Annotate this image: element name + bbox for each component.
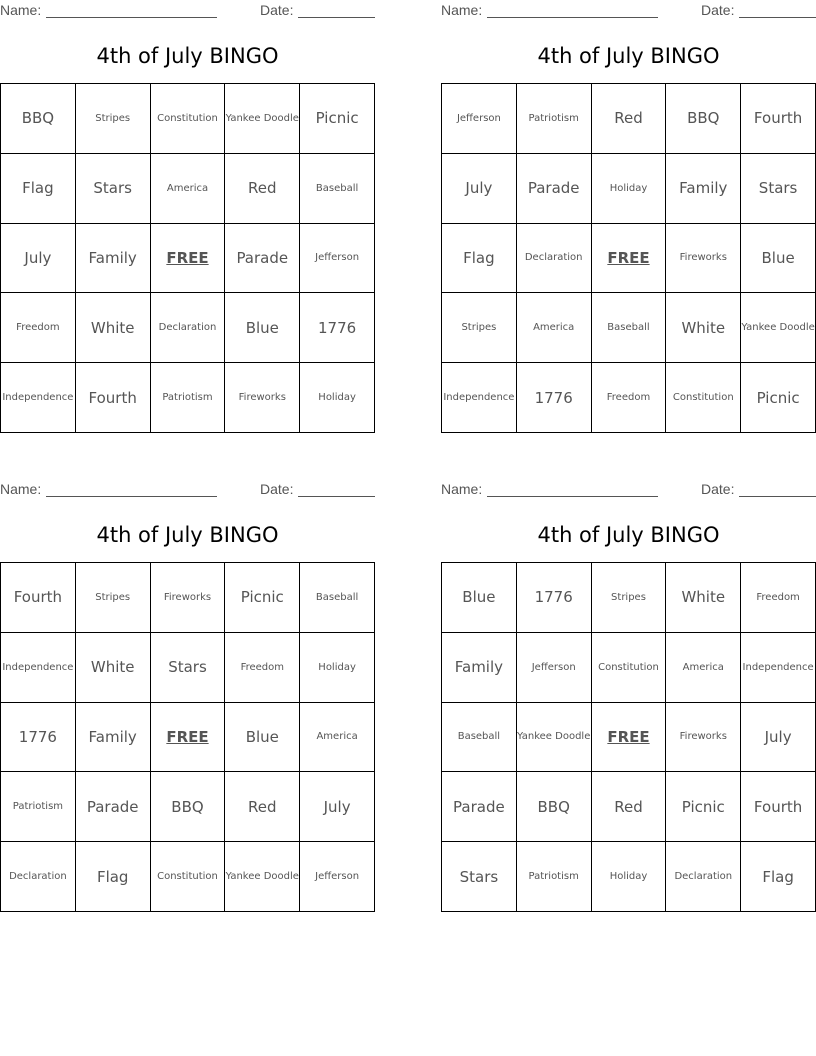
bingo-cell: Family	[76, 703, 151, 773]
bingo-cell: 1776	[1, 703, 76, 773]
bingo-cell: Fourth	[76, 363, 151, 433]
bingo-cell: Blue	[225, 703, 300, 773]
bingo-card-1	[0, 0, 375, 430]
bingo-cell: Baseball	[592, 293, 667, 363]
bingo-cell: Yankee Doodle	[225, 84, 300, 154]
bingo-cell: Declaration	[666, 842, 741, 912]
card-header	[441, 481, 816, 499]
name-field-line	[487, 496, 658, 497]
bingo-cell: Baseball	[300, 154, 375, 224]
bingo-cell: Yankee Doodle	[225, 842, 300, 912]
bingo-cell: Blue	[442, 563, 517, 633]
bingo-cell: Fourth	[1, 563, 76, 633]
bingo-cell: Freedom	[741, 563, 816, 633]
bingo-grid	[441, 562, 816, 912]
bingo-cell: Parade	[225, 224, 300, 294]
bingo-cell: 1776	[517, 363, 592, 433]
bingo-cell: Patriotism	[517, 84, 592, 154]
bingo-cell: Family	[76, 224, 151, 294]
bingo-cell: Fireworks	[225, 363, 300, 433]
card-header	[0, 2, 375, 20]
bingo-cell: Stars	[76, 154, 151, 224]
bingo-cell: Constitution	[592, 633, 667, 703]
free-space-cell: FREE	[592, 703, 667, 773]
bingo-cell: America	[151, 154, 226, 224]
bingo-cell: Parade	[76, 772, 151, 842]
bingo-cell: BBQ	[1, 84, 76, 154]
bingo-cell: White	[76, 293, 151, 363]
name-field-line	[487, 17, 658, 18]
bingo-cell: Picnic	[741, 363, 816, 433]
date-field-line	[739, 496, 816, 497]
free-space-cell: FREE	[151, 224, 226, 294]
bingo-cell: White	[666, 293, 741, 363]
bingo-cell: Stars	[151, 633, 226, 703]
bingo-cell: Picnic	[225, 563, 300, 633]
bingo-cell: Patriotism	[1, 772, 76, 842]
bingo-cell: Fireworks	[666, 703, 741, 773]
bingo-card-3	[0, 479, 375, 909]
bingo-cell: Freedom	[1, 293, 76, 363]
card-title: 4th of July BINGO	[96, 523, 279, 547]
bingo-cell: Freedom	[225, 633, 300, 703]
bingo-cell: Constitution	[151, 84, 226, 154]
bingo-cell: Red	[225, 772, 300, 842]
bingo-cell: Declaration	[517, 224, 592, 294]
bingo-cell: Holiday	[592, 154, 667, 224]
bingo-cell: Family	[442, 633, 517, 703]
free-space-cell: FREE	[151, 703, 226, 773]
bingo-cell: Baseball	[442, 703, 517, 773]
bingo-cell: Fireworks	[151, 563, 226, 633]
card-title: 4th of July BINGO	[537, 523, 720, 547]
bingo-cell: America	[666, 633, 741, 703]
bingo-cell: Patriotism	[151, 363, 226, 433]
date-label: Date:	[701, 481, 735, 497]
bingo-cell: Independence	[741, 633, 816, 703]
bingo-cell: America	[517, 293, 592, 363]
bingo-cell: Holiday	[300, 363, 375, 433]
bingo-cell: Flag	[1, 154, 76, 224]
bingo-cell: BBQ	[666, 84, 741, 154]
name-label: Name:	[441, 481, 483, 497]
name-label: Name:	[441, 2, 483, 18]
bingo-cell: Red	[225, 154, 300, 224]
bingo-cell: Red	[592, 772, 667, 842]
free-space-cell: FREE	[592, 224, 667, 294]
bingo-card-4	[441, 479, 816, 909]
bingo-cell: Freedom	[592, 363, 667, 433]
bingo-cell: July	[442, 154, 517, 224]
bingo-cell: BBQ	[517, 772, 592, 842]
bingo-cell: Fireworks	[666, 224, 741, 294]
card-title: 4th of July BINGO	[537, 44, 720, 68]
bingo-cell: Fourth	[741, 84, 816, 154]
bingo-cell: Declaration	[151, 293, 226, 363]
bingo-cell: Jefferson	[442, 84, 517, 154]
bingo-grid	[0, 562, 375, 912]
date-field-line	[298, 17, 375, 18]
bingo-card-2	[441, 0, 816, 430]
card-header	[0, 481, 375, 499]
bingo-cell: 1776	[300, 293, 375, 363]
bingo-cell: Independence	[1, 633, 76, 703]
bingo-cell: Declaration	[1, 842, 76, 912]
bingo-cell: Stripes	[76, 563, 151, 633]
bingo-cell: BBQ	[151, 772, 226, 842]
bingo-cell: Blue	[225, 293, 300, 363]
date-label: Date:	[260, 481, 294, 497]
bingo-cell: Jefferson	[517, 633, 592, 703]
bingo-cell: Parade	[517, 154, 592, 224]
bingo-cell: Constitution	[666, 363, 741, 433]
bingo-cell: Yankee Doodle	[741, 293, 816, 363]
bingo-cell: Stars	[741, 154, 816, 224]
bingo-cell: Flag	[76, 842, 151, 912]
bingo-cell: Stripes	[442, 293, 517, 363]
card-title: 4th of July BINGO	[96, 44, 279, 68]
bingo-cell: July	[1, 224, 76, 294]
bingo-cell: Flag	[442, 224, 517, 294]
name-field-line	[46, 496, 217, 497]
bingo-cell: Stars	[442, 842, 517, 912]
bingo-cell: Baseball	[300, 563, 375, 633]
bingo-cell: Fourth	[741, 772, 816, 842]
name-label: Name:	[0, 2, 42, 18]
bingo-grid	[0, 83, 375, 433]
bingo-cell: Family	[666, 154, 741, 224]
bingo-cell: Stripes	[592, 563, 667, 633]
bingo-cell: Flag	[741, 842, 816, 912]
bingo-cell: July	[300, 772, 375, 842]
bingo-cell: Red	[592, 84, 667, 154]
bingo-cell: Stripes	[76, 84, 151, 154]
bingo-cell: White	[76, 633, 151, 703]
bingo-cell: Constitution	[151, 842, 226, 912]
date-label: Date:	[260, 2, 294, 18]
bingo-cell: Picnic	[300, 84, 375, 154]
bingo-cell: Blue	[741, 224, 816, 294]
bingo-cell: Jefferson	[300, 842, 375, 912]
bingo-cell: Patriotism	[517, 842, 592, 912]
bingo-cell: Holiday	[592, 842, 667, 912]
date-field-line	[739, 17, 816, 18]
date-field-line	[298, 496, 375, 497]
bingo-cell: Independence	[1, 363, 76, 433]
bingo-cell: White	[666, 563, 741, 633]
bingo-cell: Independence	[442, 363, 517, 433]
bingo-cell: Holiday	[300, 633, 375, 703]
bingo-cell: Jefferson	[300, 224, 375, 294]
bingo-grid	[441, 83, 816, 433]
bingo-cell: 1776	[517, 563, 592, 633]
date-label: Date:	[701, 2, 735, 18]
bingo-cell: Yankee Doodle	[517, 703, 592, 773]
bingo-cell: July	[741, 703, 816, 773]
bingo-cell: Parade	[442, 772, 517, 842]
name-field-line	[46, 17, 217, 18]
card-header	[441, 2, 816, 20]
bingo-cell: America	[300, 703, 375, 773]
bingo-cell: Picnic	[666, 772, 741, 842]
name-label: Name:	[0, 481, 42, 497]
